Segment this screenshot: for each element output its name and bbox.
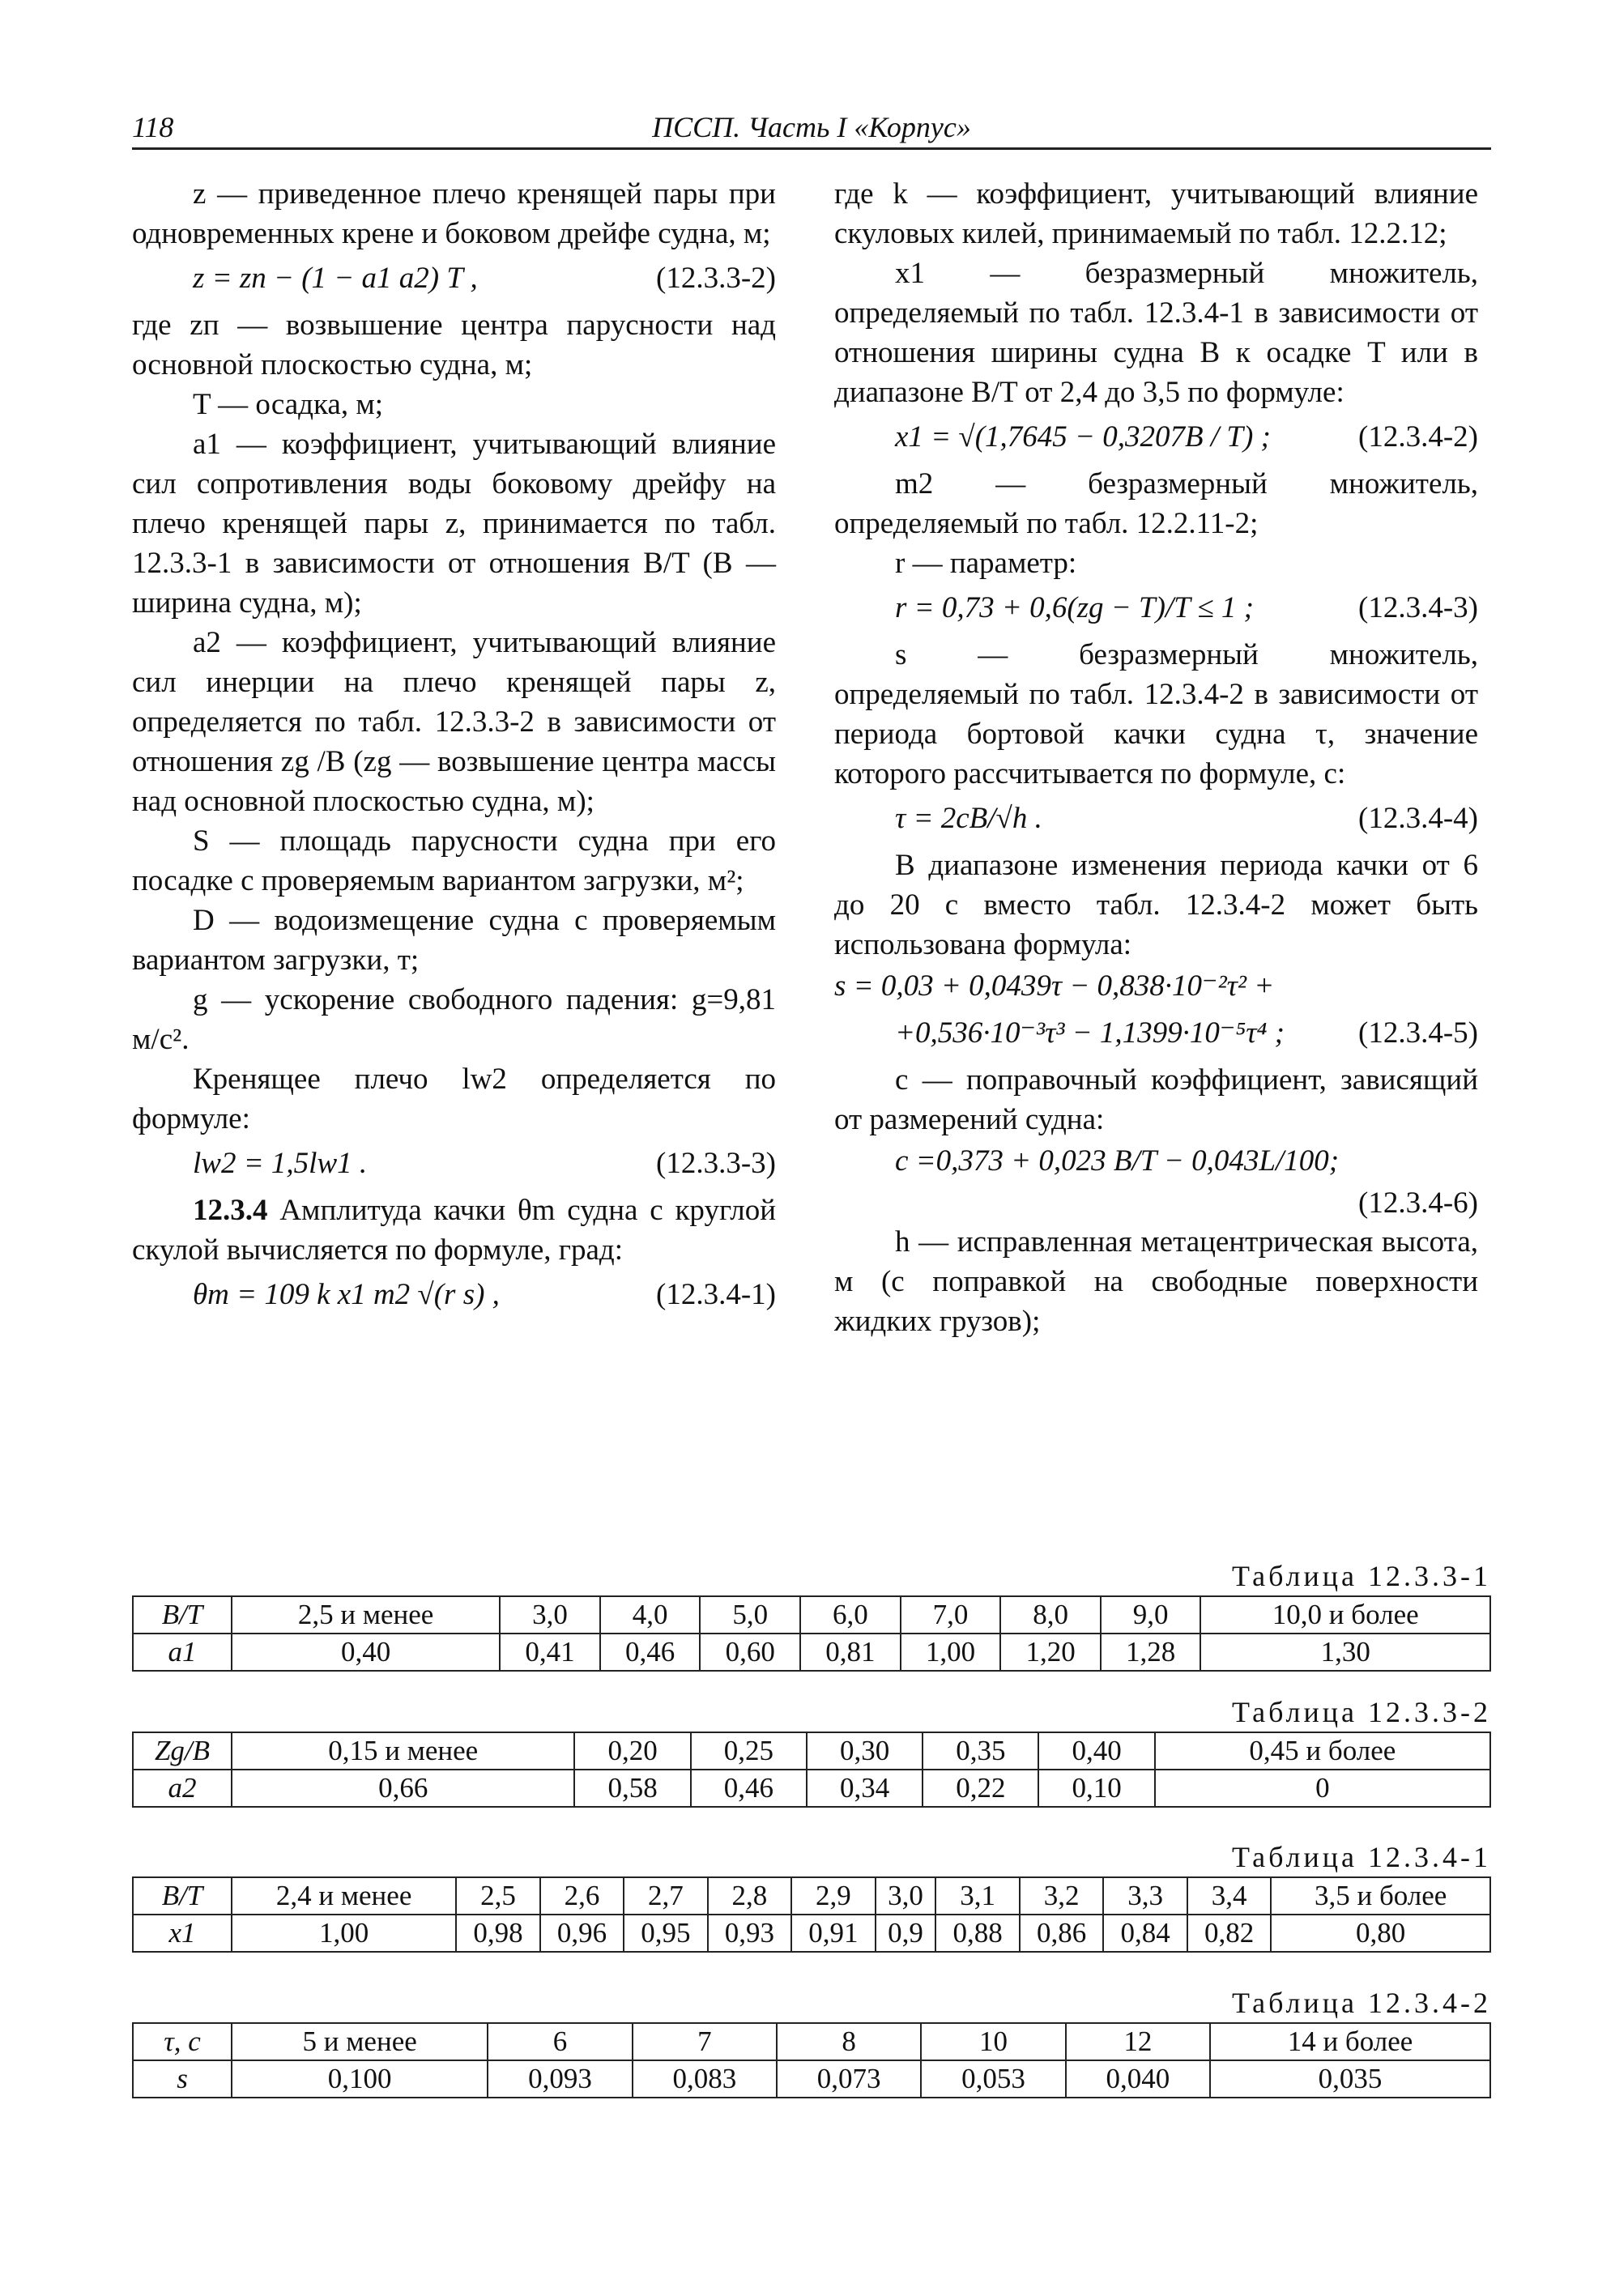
table-cell: 0,40 [1038,1732,1154,1770]
table-cell: 2,9 [791,1877,875,1915]
table-cell: s [133,2060,232,2098]
table-cell: τ, с [133,2023,232,2060]
table-cell: 2,7 [624,1877,707,1915]
table-cell: 0,58 [574,1770,690,1807]
table-cell: 2,5 и менее [232,1596,500,1634]
paragraph: g — ускорение свободного падения: g=9,81 м/с². [132,983,776,1056]
table-cell: 0,083 [633,2060,777,2098]
table-cell: 0,46 [691,1770,807,1807]
table-cell: 3,0 [876,1877,936,1915]
table-row [133,2060,1490,2098]
paragraph: где k — коэффициент, учитывающий влияние скуловых килей, принимаемый по табл. 12.2.12; [834,177,1478,250]
table-cell: 0,93 [708,1915,791,1952]
table-cell: Zg/B [133,1732,232,1770]
formula-expression: r = 0,73 + 0,6(zg − T)/T ≤ 1 ; [895,591,1254,624]
paragraph: T — осадка, м; [193,388,384,421]
paragraph: где zп — возвышение центра парусности над основной плоскостью судна, м; [132,309,776,381]
formula [132,1142,776,1186]
paragraph: z — приведенное плечо кренящей пары при одновременных крене и боковом дрейфе судна, м; [132,177,776,250]
table-cell: B/T [133,1877,232,1915]
table-row [133,1877,1490,1915]
table-cell: 0,86 [1020,1915,1103,1952]
table-cell: 0 [1155,1770,1490,1807]
formula-expression: lw2 = 1,5lw1 . [193,1147,368,1180]
table-cell: x1 [133,1915,232,1952]
table-cell: 0,82 [1187,1915,1271,1952]
table-cell: 0,10 [1038,1770,1154,1807]
formula-number: (12.3.4-1) [656,1278,776,1311]
table-title: Таблица 12.3.3-2 [1232,1696,1491,1728]
paragraph: c — поправочный коэффициент, зависящий от размерений судна: [834,1063,1478,1136]
table-cell: 8 [777,2023,921,2060]
table-cell: 1,20 [1000,1634,1101,1671]
table-cell: 0,91 [791,1915,875,1952]
table-cell: 2,4 и менее [232,1877,456,1915]
paragraph: x1 — безразмерный множитель, определяемый по табл. 12.3.4-1 в зависимости от отношения ширины судна B к осадке T или в диапазоне B/T от 2,4 до 3,5 по формуле: [834,257,1478,409]
formula [834,586,1478,630]
formula [834,797,1478,841]
paragraph: S — площадь парусности судна при его посадке с проверяемым вариантом загрузки, м²; [132,824,776,897]
table-cell: 5 и менее [232,2023,488,2060]
formula-number: (12.3.4-3) [1358,591,1478,624]
table-cell: 3,4 [1187,1877,1271,1915]
section-paragraph [132,1191,776,1270]
table-cell: 2,6 [540,1877,624,1915]
table-cell: 0,20 [574,1732,690,1770]
table-row [133,2023,1490,2060]
table-12-3-4-1 [132,1876,1491,1953]
formula-number: (12.3.4-6) [1358,1186,1478,1220]
table-cell: 0,25 [691,1732,807,1770]
table-cell: 0,053 [921,2060,1065,2098]
table-cell: 0,035 [1210,2060,1490,2098]
table-cell: 0,34 [807,1770,923,1807]
paragraph: s — безразмерный множитель, определяемый по табл. 12.3.4-2 в зависимости от периода бортовой качки судна τ, значение которого рассчитывается по формуле, с: [834,638,1478,790]
section-number: 12.3.4 [193,1194,268,1227]
right-column [834,174,1478,1341]
paragraph: a2 — коэффициент, учитывающий влияние сил инерции на плечо кренящей пары z, определяется по табл. 12.3.3-2 в зависимости от отношения zg /B (zg — возвышение центра массы над основной плоскостью судна, м); [132,626,776,818]
table-cell: 1,28 [1101,1634,1201,1671]
table-cell: 7,0 [901,1596,1001,1634]
table-cell: 0,98 [456,1915,539,1952]
table-12-3-4-2 [132,2022,1491,2098]
table-cell: 0,9 [876,1915,936,1952]
table-cell: 2,5 [456,1877,539,1915]
paragraph: a1 — коэффициент, учитывающий влияние сил сопротивления воды боковому дрейфу на плечо кренящей пары z, принимается по табл. 12.3.3-1 в зависимости от отношения B/T (B — ширина судна, м); [132,428,776,620]
table-cell: 0,95 [624,1915,707,1952]
table-title: Таблица 12.3.4-1 [1232,1841,1491,1873]
formula-line: c =0,373 + 0,023 B/T − 0,043L/100; [895,1144,1340,1178]
formula [834,1012,1478,1055]
table-cell: 14 и более [1210,2023,1490,2060]
table-cell: 1,00 [901,1634,1001,1671]
table-cell: 0,093 [488,2060,632,2098]
table-row [133,1596,1490,1634]
table-cell: B/T [133,1596,232,1634]
section-text: Амплитуда качки θm судна с круглой скулой вычисляется по формуле, град: [132,1194,777,1267]
formula-number: (12.3.3-2) [656,262,776,295]
table-cell: 0,66 [232,1770,574,1807]
table-cell: 0,84 [1103,1915,1187,1952]
table-cell: 7 [633,2023,777,2060]
paragraph: В диапазоне изменения периода качки от 6 до 20 с вместо табл. 12.3.4-2 может быть использована формула: [834,849,1478,961]
table-12-3-3-1 [132,1595,1491,1672]
table-cell: 4,0 [600,1596,701,1634]
table-title: Таблица 12.3.3-1 [1232,1560,1491,1592]
table-cell: 0,88 [935,1915,1019,1952]
formula [132,257,776,300]
table-cell: 0,81 [800,1634,901,1671]
table-12-3-3-2 [132,1732,1491,1808]
paragraph: h — исправленная метацентрическая высота, м (с поправкой на свободные поверхности жидких грузов); [834,1225,1478,1338]
formula-expression: θm = 109 k x1 m2 √(r s) , [193,1278,500,1311]
table-cell: 3,3 [1103,1877,1187,1915]
formula-number: (12.3.3-3) [656,1147,776,1180]
table-cell: 0,60 [700,1634,800,1671]
formula-expression: z = zп − (1 − a1 a2) T , [193,262,478,295]
table-cell: 0,100 [232,2060,488,2098]
table-cell: 0,80 [1271,1915,1490,1952]
paragraph: r — параметр: [895,547,1077,580]
formula [132,1273,776,1317]
paragraph: D — водоизмещение судна с проверяемым вариантом загрузки, т; [132,904,776,977]
left-column [132,174,776,1322]
table-cell: 0,45 и более [1155,1732,1490,1770]
formula-number: (12.3.4-2) [1358,420,1478,454]
table-cell: 0,040 [1066,2060,1210,2098]
table-cell: 0,46 [600,1634,701,1671]
table-cell: 0,15 и менее [232,1732,574,1770]
table-cell: 0,22 [923,1770,1038,1807]
formula-number: (12.3.4-4) [1358,802,1478,835]
table-cell: 0,073 [777,2060,921,2098]
table-cell: 0,96 [540,1915,624,1952]
formula [834,415,1478,459]
table-row [133,1732,1490,1770]
running-title: ПССП. Часть I «Корпус» [652,111,971,143]
table-cell: 1,00 [232,1915,456,1952]
paragraph: Кренящее плечо lw2 определяется по формуле: [132,1063,776,1135]
table-cell: 0,41 [500,1634,600,1671]
table-cell: 0,40 [232,1634,500,1671]
formula-expression: τ = 2cB/√h . [895,802,1042,835]
table-cell: 3,2 [1020,1877,1103,1915]
table-title: Таблица 12.3.4-2 [1232,1987,1491,2019]
paragraph: m2 — безразмерный множитель, определяемый по табл. 12.2.11-2; [834,467,1478,540]
table-cell: 6,0 [800,1596,901,1634]
table-row [133,1634,1490,1671]
table-cell: 2,8 [708,1877,791,1915]
table-cell: 8,0 [1000,1596,1101,1634]
table-cell: 5,0 [700,1596,800,1634]
table-cell: 9,0 [1101,1596,1201,1634]
page-number: 118 [132,111,174,143]
formula-expression: x1 = √(1,7645 − 0,3207B / T) ; [895,420,1271,454]
table-cell: 6 [488,2023,632,2060]
table-cell: 10 [921,2023,1065,2060]
table-cell: a1 [133,1634,232,1671]
table-cell: 3,5 и более [1271,1877,1490,1915]
table-cell: 3,0 [500,1596,600,1634]
table-cell: 1,30 [1200,1634,1490,1671]
table-row [133,1915,1490,1952]
table-cell: 12 [1066,2023,1210,2060]
table-cell: 10,0 и более [1200,1596,1490,1634]
table-cell: 3,1 [935,1877,1019,1915]
table-cell: 0,35 [923,1732,1038,1770]
page-header [132,105,1491,150]
table-cell: 0,30 [807,1732,923,1770]
table-row [133,1770,1490,1807]
formula-expression: +0,536·10⁻³τ³ − 1,1399·10⁻⁵τ⁴ ; [895,1016,1285,1050]
formula-number: (12.3.4-5) [1358,1016,1478,1050]
formula-line: s = 0,03 + 0,0439τ − 0,838·10⁻²τ² + [834,969,1275,1003]
table-cell: a2 [133,1770,232,1807]
